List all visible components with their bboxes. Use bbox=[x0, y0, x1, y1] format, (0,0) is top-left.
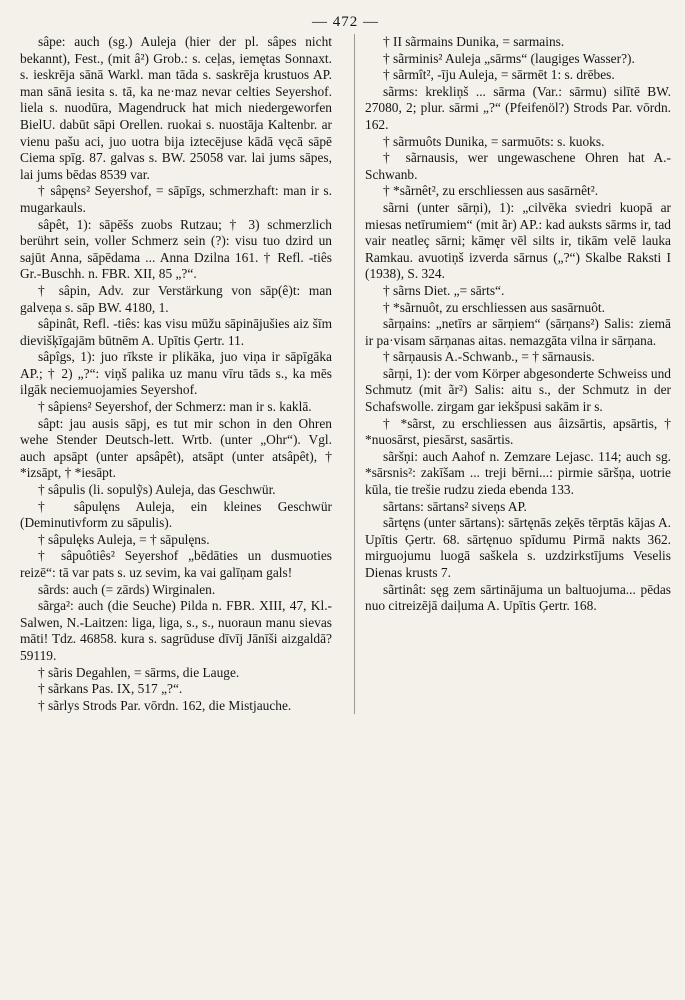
dictionary-entry: sãrga²: auch (die Seuche) Pilda n. FBR. XIII, 47, Kl.-Salwen, N.-Laitzen: liga, liga, s., s., nuoraun manu sievas māti! Tdz. 46858. kura s. sagrūduse dīvīj Jānīši aizgaldā? 59119. bbox=[20, 598, 336, 663]
dictionary-entry: † sãris Degahlen, = sārms, die Lauge. bbox=[38, 664, 240, 680]
dictionary-entry: † sãrmît², -īju Auleja, = sārmēt 1: s. drēbes. bbox=[383, 67, 615, 83]
dictionary-entry: † *sãrst, zu erschliessen aus âizsārtis, apsārtis, † *nuosārst, piesārst, sasārtis. bbox=[365, 415, 675, 448]
columns bbox=[20, 34, 675, 714]
dictionary-entry: sãrds: auch (= zārds) Wirginalen. bbox=[38, 581, 216, 597]
dictionary-entry: sâpinât, Refl. -tiês: kas visu mūžu sāpinājušies aiz šīm dievišķīgajām būtnēm A. Upītis Ģertr. 11. bbox=[20, 316, 336, 348]
dictionary-entry: † sãrlys Strods Par. vōrdn. 162, die Mistjauche. bbox=[38, 697, 292, 713]
dictionary-entry: † sãrns Diet. „= sārts“. bbox=[383, 282, 505, 298]
dictionary-entry: † sãrņausis A.-Schwanb., = † sārnausis. bbox=[383, 349, 595, 365]
dictionary-entry: sãrtans: sārtans² siveņs AP. bbox=[383, 498, 527, 514]
dictionary-entry: † sãrkans Pas. IX, 517 „?“. bbox=[38, 681, 183, 697]
right-column bbox=[354, 34, 675, 714]
dictionary-entry: sâpîgs, 1): juo rīkste ir plikāka, juo viņa ir sāpīgāka AP.; † 2) „?“: viņš palika uz manu vīru tāds s., ka mēs ilgāk neciemuojamies Seyershof. bbox=[20, 349, 336, 398]
dictionary-entry: † sâpiens² Seyershof, der Schmerz: man ir s. kaklā. bbox=[38, 399, 312, 415]
dictionary-entry: † sâpin, Adv. zur Verstärkung von sāp(ê)t: man galveņa s. sāp BW. 4180, 1. bbox=[20, 282, 336, 315]
page-number: — 472 — bbox=[312, 14, 379, 30]
dictionary-entry: sâpt: jau ausis sāpj, es tut mir schon in den Ohren wehe Stender Deutsch-lett. Wrtb. (unter „Ohr“). Vgl. auch apsāpt (unter apsâpêt), atsāpt (unter atsâpêt), † *izsāpt, † *iesāpt. bbox=[20, 415, 336, 481]
dictionary-entry: † sãrnausis, wer ungewaschene Ohren hat A.-Schwanb. bbox=[365, 150, 671, 182]
dictionary-entry: sãršņi: auch Aahof n. Zemzare Lejasc. 114; auch sg. *sārsnis²: zakīšam ... treji bērni...: pirmie sāršņa, uotrie kūla, tie trešie rudzu zieda ebenda 133. bbox=[365, 448, 675, 498]
dictionary-entry: sãrni (unter sārņi), 1): „cilvēka sviedri kuopā ar miesas netīrumiem“ (mit ãr) AP.: kad auksts sārms ir, tad vair neatleç sārni; kāmęr vēl silts ir, tikām velē lauka Ramkau. avuotiņš izverda sārnus („?“) Skalbe Raksti I (1938), S. 324. bbox=[365, 199, 675, 282]
left-column bbox=[20, 34, 336, 714]
dictionary-entry: † II sãrmains Dunika, = sarmains. bbox=[383, 34, 565, 49]
dictionary-entry: † *sãrnuôt, zu erschliessen aus sasārnuôt. bbox=[383, 299, 606, 315]
dictionary-entry: sâpe: auch (sg.) Auleja (hier der pl. sâpes nicht bekannt), Fest., (mit â²) Grob.: s. ceļas, iemętas Sonnaxt. s. ieskrēja sānā Warkl. man tāda s. saskrēja krustuos AP. man sānā iesita s. tā, ka ne·maz nevar celties Seyershof. liela s. nuodūra, Magendruck hat mich niedergeworfen BielU. dabūt sāpi Orellen. ruokai s. nuostāja Kaltenbr. ar vienu pašu aci, juo uotra bija iztecējuse kādā vęcā sāpē Ciema spīg. 87. galvas s. BW. 25058 var. lai jums sāpes, lai jums bēdas 8539 var. bbox=[20, 34, 336, 182]
dictionary-entry: † *sãrnêt², zu erschliessen aus sasārnêt². bbox=[383, 183, 599, 199]
dictionary-entry: sâpêt, 1): sāpēšs zuobs Rutzau; † 3) schmerzlich berührt sein, voller Schmerz sein (?): visu tuo dzird un sajūt Anna, sāpēdama ... Anna Dzilna 161. † Refl. -tiês Gr.-Buschh. n. FBR. XII, 85 „?“. bbox=[20, 216, 336, 282]
dictionary-entry: † sâpulęns Auleja, ein kleines Geschwür (Deminutivform zu sāpulis). bbox=[20, 498, 336, 531]
dictionary-entry: † sâpulęks Auleja, = † sāpulęns. bbox=[38, 531, 210, 547]
dictionary-entry: † sãrminis² Auleja „sārms“ (laugiges Wasser?). bbox=[383, 50, 635, 66]
dictionary-entry: sãrņains: „netīrs ar sārņiem“ (sārņans²) Salis: ziemā ir pa·visam sārņanas aitas. nemazgāta vilna ir sārņana. bbox=[365, 316, 675, 348]
dictionary-entry: sãrtęns (unter sārtans): sārtęnās zeķēs tērptās kājas A. Upītis Ģertr. 68. sārtęnuo spīdumu Pirmā nakts 362. mirguojumu luogā saškela s. uzdzirkstījums Veselis Dienas krusts 7. bbox=[365, 515, 675, 580]
dictionary-entry: † sãrmuôts Dunika, = sarmuōts: s. kuoks. bbox=[383, 133, 605, 149]
dictionary-entry: sãrņi, 1): der vom Körper abgesonderte Schweiss und Schmutz (mit ãr²) Salis: aitu s., der Schmutz in der Schafswolle. zirgam gar iekšpusi sakām ir s. bbox=[365, 365, 675, 415]
dictionary-entry: † sâpęns² Seyershof, = sāpīgs, schmerzhaft: man ir s. mugarkauls. bbox=[20, 183, 336, 215]
dictionary-entry: † sâpulis (li. sopulỹs) Auleja, das Geschwür. bbox=[38, 482, 276, 498]
dictionary-entry: † sâpuôtiês² Seyershof „bēdāties un dusmuoties reizē“: tā var pats s. uz sevim, ka vai galīņam gals! bbox=[20, 548, 336, 580]
dictionary-entry: sãrtinât: sęg zem sārtinājuma un baltuojuma... pēdas nuo citreizējā daiļuma A. Upītis Ģertr. 168. bbox=[365, 581, 675, 614]
dictionary-entry: sãrms: krekliņš ... sārma (Var.: sārmu) silītē BW. 27080, 2; plur. sārmi „?“ (Pfeifenöl?) Strods Par. vōrdn. 162. bbox=[365, 83, 675, 132]
